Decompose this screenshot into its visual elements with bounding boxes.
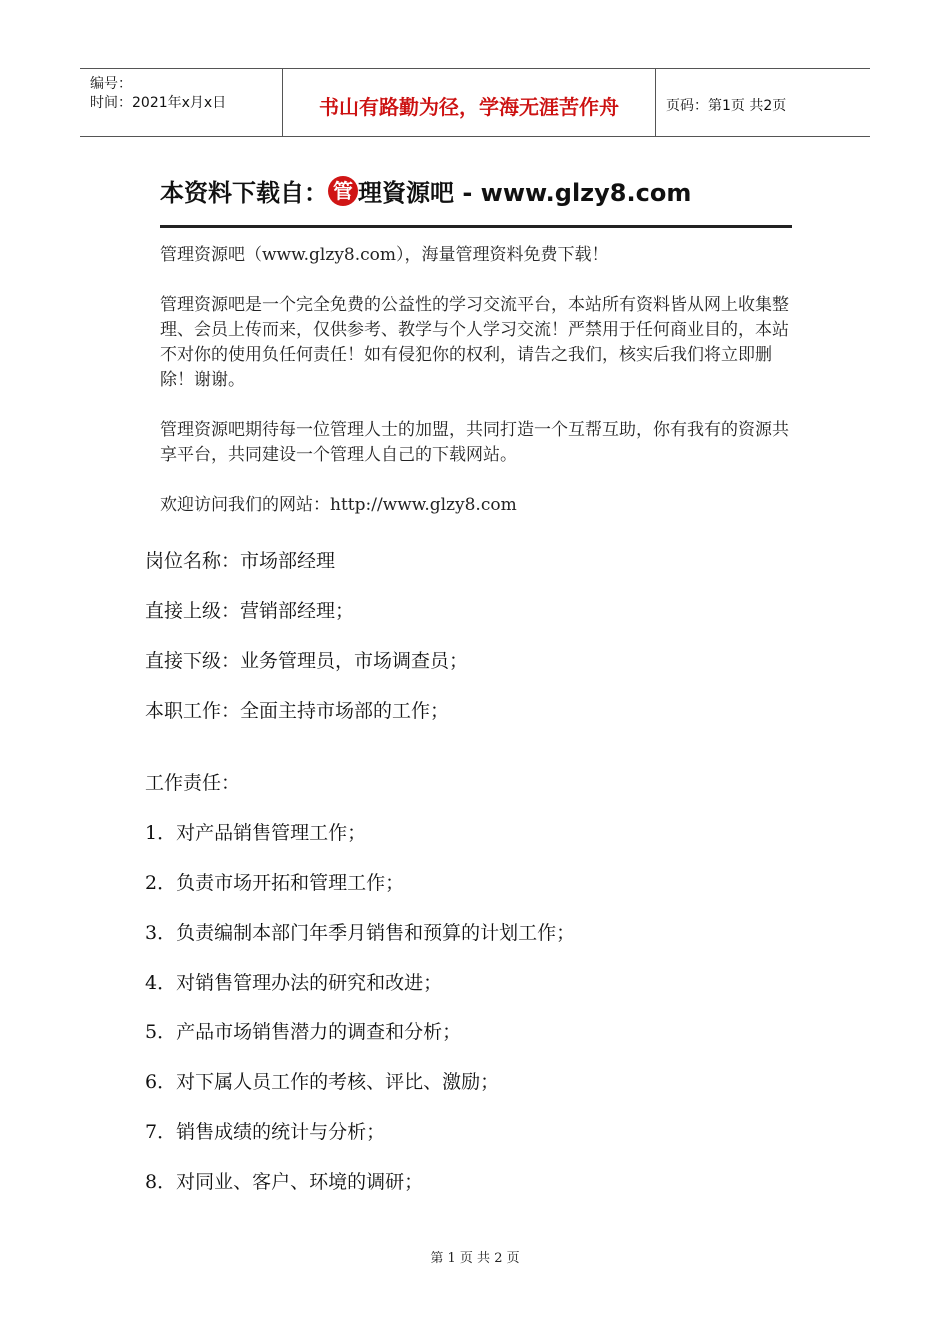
responsibility-item: 7．销售成绩的统计与分析； bbox=[145, 1121, 386, 1143]
header-page-cell bbox=[656, 69, 870, 136]
job-title: 岗位名称：市场部经理 bbox=[145, 550, 336, 572]
header-motto-cell bbox=[283, 69, 656, 136]
direct-subordinate: 直接下级：业务管理员，市场调查员； bbox=[145, 650, 469, 672]
motto: 书山有路勤为径，学海无涯苦作舟 bbox=[319, 95, 619, 119]
responsibility-item: 8．对同业、客户、环境的调研； bbox=[145, 1171, 424, 1193]
responsibility-heading: 工作责任： bbox=[145, 772, 241, 794]
notice-paragraph-3: 管理资源吧期待每一位管理人士的加盟，共同打造一个互帮互助，你有我有的资源共享平台，共同建设一个管理人自己的下载网站。 bbox=[160, 420, 789, 465]
header-page-number: 页码：第1页 共2页 bbox=[666, 98, 787, 114]
banner-rule bbox=[160, 225, 792, 228]
banner-title bbox=[160, 173, 691, 208]
banner-prefix: 本资料下载自： bbox=[160, 179, 328, 207]
download-banner bbox=[160, 165, 792, 231]
banner-suffix: 理資源吧 - www.glzy8.com bbox=[358, 179, 692, 207]
responsibility-item: 1．对产品销售管理工作； bbox=[145, 822, 367, 844]
responsibility-item: 3．负责编制本部门年季月销售和预算的计划工作； bbox=[145, 922, 576, 944]
site-logo-icon: 管 bbox=[328, 176, 358, 206]
direct-superior: 直接上级：营销部经理； bbox=[145, 600, 355, 622]
responsibility-item: 2．负责市场开拓和管理工作； bbox=[145, 872, 405, 894]
footer-page-number: 第 1 页 共 2 页 bbox=[430, 1251, 520, 1266]
notice-paragraph-2: 管理资源吧是一个完全免费的公益性的学习交流平台，本站所有资料皆从网上收集整理、会员上传而来，仅供参考、教学与个人学习交流！严禁用于任何商业目的，本站不对你的使用负任何责任！如有侵犯你的权利，请告之我们，核实后我们将立即删除！谢谢。 bbox=[160, 295, 789, 390]
notice-paragraph-4: 欢迎访问我们的网站：http://www.glzy8.com bbox=[160, 495, 517, 515]
responsibility-item: 6．对下属人员工作的考核、评比、激励； bbox=[145, 1071, 500, 1093]
document-date: 时间：2021年x月x日 bbox=[90, 95, 227, 111]
header-table bbox=[80, 68, 870, 137]
notice-paragraph-1: 管理资源吧（www.glzy8.com），海量管理资料免费下载！ bbox=[160, 245, 609, 265]
responsibility-item: 4．对销售管理办法的研究和改进； bbox=[145, 972, 443, 994]
responsibility-item: 5．产品市场销售潜力的调查和分析； bbox=[145, 1021, 462, 1043]
header-info-cell bbox=[80, 69, 283, 136]
document-number: 编号： bbox=[90, 76, 132, 92]
main-duty: 本职工作：全面主持市场部的工作； bbox=[145, 700, 450, 722]
